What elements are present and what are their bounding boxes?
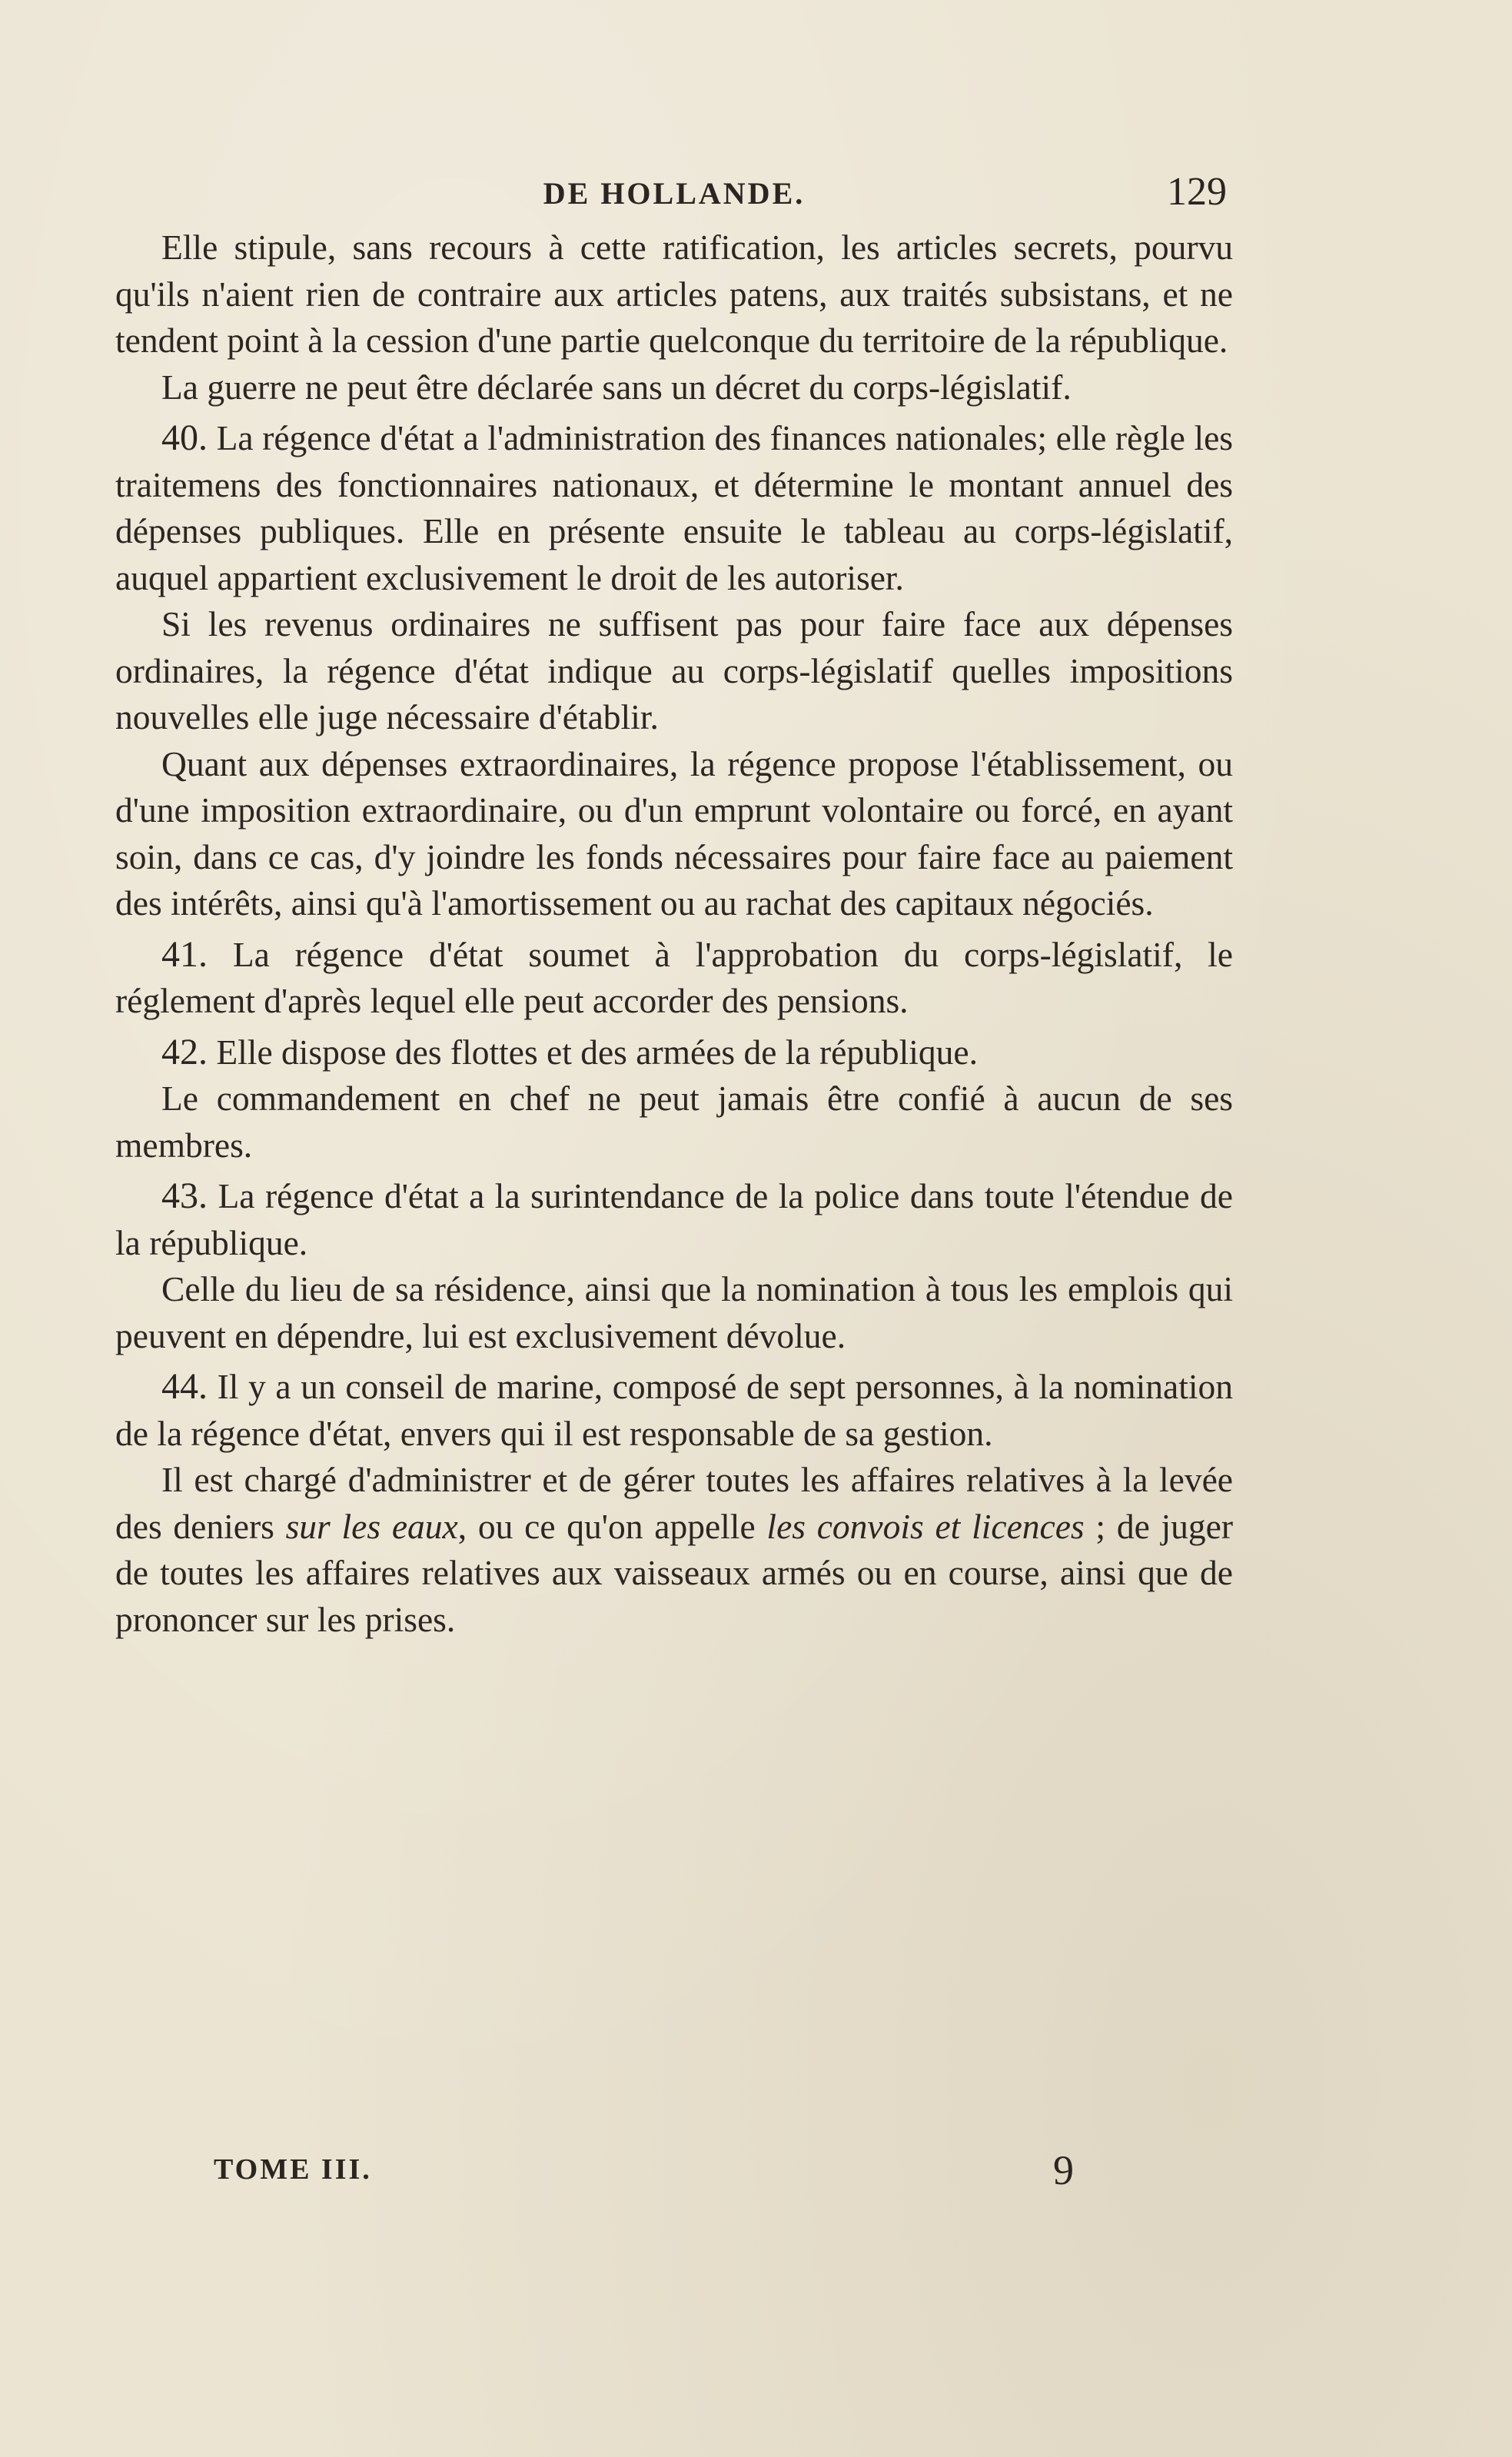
article-paragraph: [115, 1364, 1233, 1457]
italic-phrase: les convois et licences: [766, 1506, 1085, 1546]
paragraph-text: La guerre ne peut être déclarée sans un décret du corps-législatif.: [161, 367, 1072, 407]
paragraph: [115, 1457, 1233, 1643]
page-header: [115, 170, 1233, 221]
article-number: 42.: [161, 1031, 208, 1072]
paragraph-text: La régence d'état a la surintendance de la police dans toute l'étendue de la république.: [115, 1176, 1233, 1262]
article-number: 40.: [161, 417, 208, 458]
paragraph-text: Quant aux dépenses extraordinaires, la régence propose l'établissement, ou d'une imposition extraordinaire, ou d'un emprunt volontaire ou forcé, en ayant soin, dans ce cas, d'y joindre les fonds nécessaires pour faire face au paiement des intérêts, ainsi qu'à l'amortissement ou au rachat des capitaux négociés.: [115, 743, 1233, 923]
paragraph: [115, 1076, 1233, 1169]
page-number: 129: [1167, 170, 1227, 214]
paragraph: [115, 741, 1233, 927]
article-paragraph: [115, 932, 1233, 1025]
paragraph: [115, 364, 1233, 411]
paragraph-text: Celle du lieu de sa résidence, ainsi que la nomination à tous les emplois qui peuvent en dépendre, lui est exclusivement dévolue.: [115, 1269, 1233, 1355]
page-footer: [208, 2147, 1233, 2206]
article-paragraph: [115, 1029, 1233, 1076]
paragraph-text: Il y a un conseil de marine, composé de sept personnes, à la nomination de la régence d'état, envers qui il est responsable de sa gestion.: [115, 1367, 1233, 1453]
paragraph-text: ; de juger de toutes les affaires relatives aux vaisseaux armés ou en course, ainsi que de prononcer sur les prises.: [115, 1506, 1234, 1639]
paragraph: [115, 1266, 1233, 1359]
paragraph-text: La régence d'état a l'administration des finances nationales; elle règle les traitemens des fonctionnaires nationaux, et détermine le montant annuel des dépenses publiques. Elle en présente ensuite le tableau au corps-législatif, auquel appartient exclusivement le droit de les autoriser.: [115, 418, 1234, 597]
article-number: 43.: [161, 1175, 208, 1216]
paragraph: [115, 601, 1233, 741]
article-paragraph: [115, 415, 1233, 601]
running-head: DE HOLLANDE.: [543, 176, 806, 211]
paragraph-text: La régence d'état soumet à l'approbation du corps-législatif, le réglement d'après lequel elle peut accorder des pensions.: [115, 934, 1233, 1020]
paragraph-text: Elle dispose des flottes et des armées de la république.: [216, 1032, 978, 1072]
volume-signature: TOME III.: [214, 2153, 372, 2186]
article-number: 41.: [161, 933, 208, 975]
paragraph-text: Il est chargé d'administrer et de gérer toutes les affaires relatives à la levée des deniers: [115, 1460, 1233, 1546]
paragraph: [115, 224, 1233, 364]
body-text: [115, 224, 1233, 1643]
paragraph-text: Le commandement en chef ne peut jamais être confié à aucun de ses membres.: [115, 1079, 1233, 1165]
article-paragraph: [115, 1173, 1233, 1266]
italic-phrase: sur les eaux: [285, 1506, 458, 1546]
article-number: 44.: [161, 1366, 208, 1407]
paragraph-text: Elle stipule, sans recours à cette ratification, les articles secrets, pourvu qu'ils n'aient rien de contraire aux articles patens, aux traités subsistans, et ne tendent point à la cession d'une partie quelconque du territoire de la république.: [115, 228, 1233, 360]
signature-number: 9: [1053, 2147, 1074, 2193]
paragraph-text: Si les revenus ordinaires ne suffisent pas pour faire face aux dépenses ordinaires, la régence d'état indique au corps-législatif quelles impositions nouvelles elle juge nécessaire d'établir.: [115, 604, 1233, 736]
paragraph-text: , ou ce qu'on appelle: [457, 1506, 756, 1546]
